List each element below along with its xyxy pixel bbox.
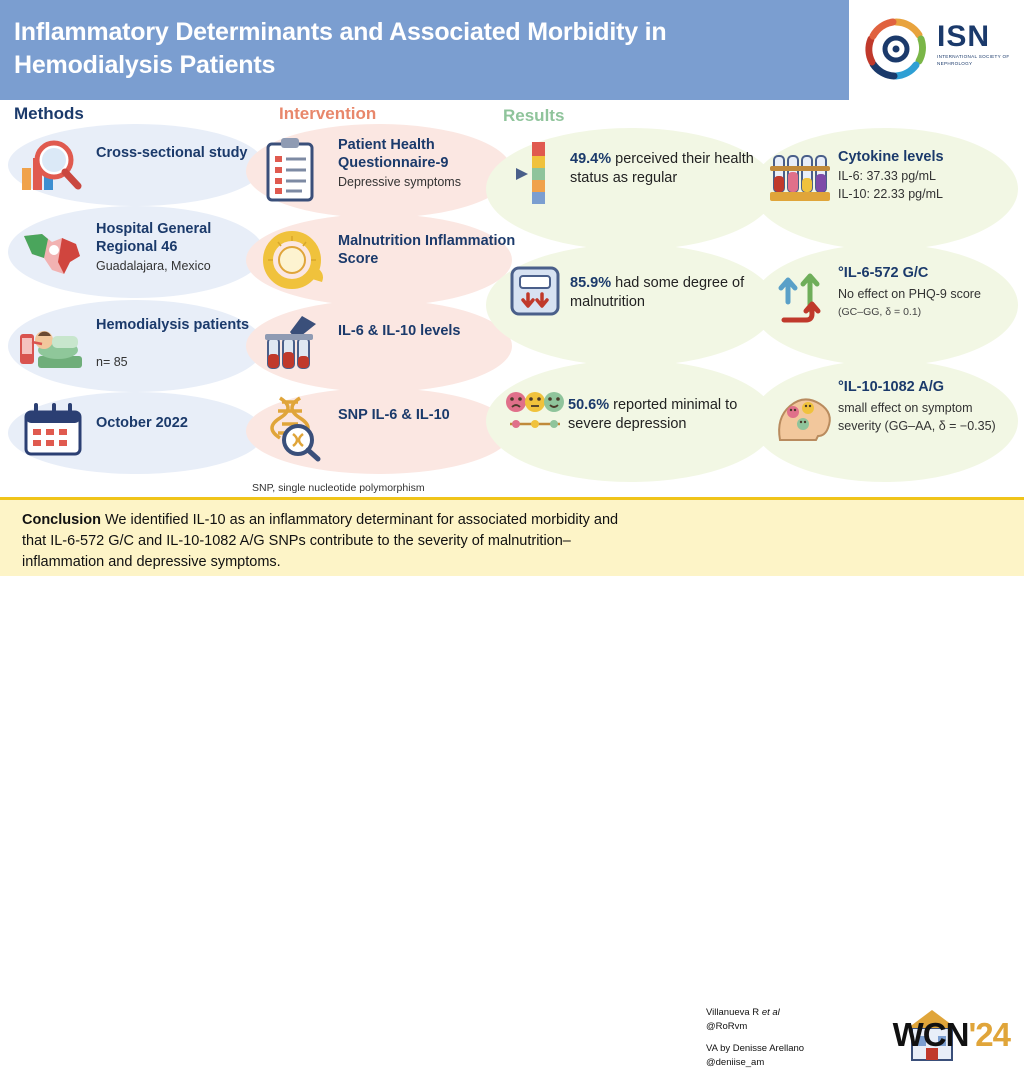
mexico-map-icon [18, 228, 88, 284]
methods-item-subtitle: Guadalajara, Mexico [96, 259, 211, 273]
wcn-wordmark [893, 1016, 1010, 1054]
test-tubes-rack-icon [768, 150, 832, 208]
page-title: Inflammatory Determinants and Associated Morbidity in Hemodialysis Patients [14, 18, 667, 80]
credits-designer-handle: @deniise_am [706, 1056, 765, 1068]
intervention-item-subtitle: Depressive symptoms [338, 175, 461, 189]
results-left-item-stat: 85.9% [570, 275, 612, 291]
intervention-item-title: SNP IL-6 & IL-10 [338, 407, 450, 423]
mood-faces-icon [504, 390, 566, 444]
intervention-item-title: Patient Health Questionnaire-9 [338, 137, 449, 172]
results-right-item-title: Cytokine levels [838, 149, 944, 165]
credits-designer-name: VA by Denisse Arellano [706, 1043, 805, 1054]
results-right-item-line-2: severity (GG–AA, δ = −0.35) [838, 419, 996, 433]
results-right-item-line-1: IL-6: 37.33 pg/mL [838, 169, 936, 183]
credits-etal: et al [761, 1007, 780, 1018]
poster-header [0, 0, 1024, 100]
isn-wordmark: ISN [937, 20, 991, 53]
column-heading-results: Results [503, 106, 565, 125]
results-right-item-line-1: small effect on symptom [838, 401, 973, 415]
conclusion-bar [0, 497, 1024, 1068]
head-mood-icon [770, 388, 834, 448]
isn-logo-block [849, 0, 1024, 100]
calendar-icon [22, 402, 86, 460]
methods-item-title: Hospital General Regional 46 [96, 221, 212, 256]
health-status-scale-icon [510, 140, 562, 206]
credits-designer [706, 1042, 804, 1070]
results-right-item-note: (GC–GG, δ = 0.1) [838, 306, 922, 318]
results-left-item-text [570, 150, 770, 188]
conclusion-body: We identified IL-10 as an inflammatory determinant for associated morbidity and that IL-6-572 G/C and IL-10-1082 A/G SNPs contribute to the severity of malnutrition–inflammation and depressive symptoms. [22, 512, 619, 571]
clipboard-questionnaire-icon [262, 136, 322, 206]
column-heading-methods: Methods [14, 104, 84, 123]
results-left-item-text [570, 274, 770, 312]
credits-author-handle: @RoRvm [706, 1020, 748, 1032]
results-right-item-line-1: No effect on PHQ-9 score [838, 287, 981, 301]
dna-magnifier-icon [266, 396, 326, 462]
methods-item-title: October 2022 [96, 415, 188, 431]
results-left-item-stat: 49.4% [570, 151, 612, 167]
intervention-item-title: IL-6 & IL-10 levels [338, 323, 461, 339]
column-heading-intervention: Intervention [279, 104, 377, 123]
results-left-item-desc: had some degree of malnutrition [570, 275, 745, 310]
results-left-item-stat: 50.6% [568, 397, 610, 413]
results-right-item-title: °IL-6-572 G/C [838, 265, 929, 281]
arrows-direction-icon [770, 266, 832, 328]
isn-emblem-icon [861, 14, 931, 84]
footnote-snp: SNP, single nucleotide polymorphism [252, 482, 425, 494]
results-left-item-desc: perceived their health status as regular [570, 151, 754, 186]
dialysis-patient-icon [18, 316, 88, 376]
credits-author-name: Villanueva R [706, 1007, 762, 1018]
weight-scale-icon [508, 260, 564, 324]
results-left-item-desc: reported minimal to severe depression [568, 397, 738, 432]
wcn-year: '24 [968, 1016, 1010, 1053]
credits-author [706, 1006, 780, 1034]
magnifier-chart-icon [18, 138, 88, 200]
results-left-item-text [568, 396, 773, 434]
measuring-tape-icon [262, 232, 326, 290]
results-right-item-line-2: IL-10: 22.33 pg/mL [838, 187, 943, 201]
blood-tubes-pipette-icon [262, 312, 326, 376]
conclusion-text [22, 510, 642, 573]
methods-item-title: Cross-sectional study [96, 145, 248, 161]
methods-item-subtitle: n= 85 [96, 355, 128, 369]
methods-item-title: Hemodialysis patients [96, 317, 250, 333]
wcn-text: WCN [892, 1016, 969, 1053]
results-right-item-title: °IL-10-1082 A/G [838, 379, 944, 395]
isn-subtitle: INTERNATIONAL SOCIETY OF NEPHROLOGY [937, 54, 1010, 66]
conclusion-label: Conclusion [22, 512, 101, 528]
intervention-item-title: Malnutrition Inflammation Score [338, 233, 516, 268]
